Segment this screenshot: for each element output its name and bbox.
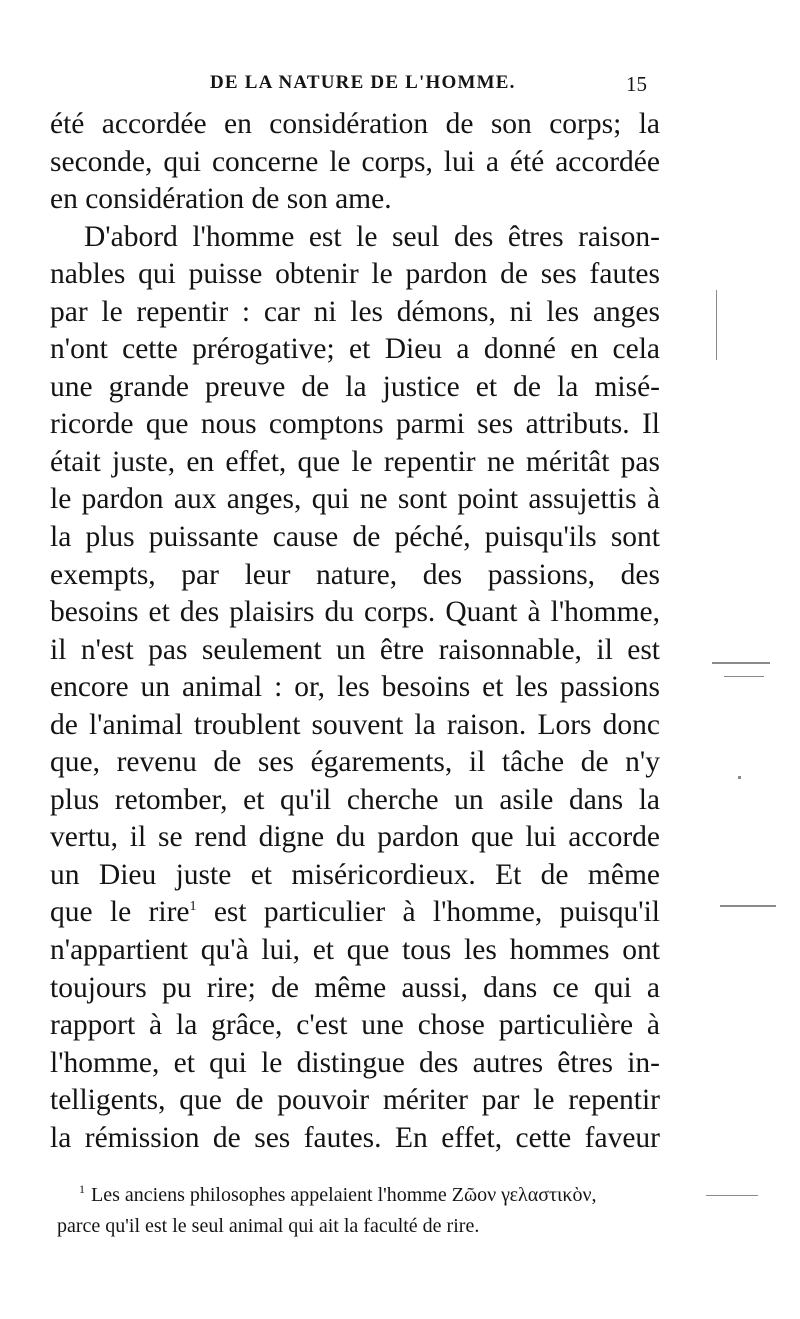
margin-pencil-mark	[738, 776, 741, 779]
text-line: que, revenu de ses égarements, il tâche de n'y	[50, 746, 660, 779]
line-text-after-note: est particulier à l'homme, puisqu'il	[196, 896, 660, 929]
body-text	[50, 106, 660, 1157]
margin-pencil-mark	[712, 662, 770, 664]
line-text-before-note: que le rire	[50, 896, 190, 929]
text-line: telligents, que de pouvoir mériter par le repentir	[50, 1084, 660, 1117]
text-line: la rémission de ses fautes. En effet, cette faveur	[50, 1121, 660, 1154]
text-line: une grande preuve de la justice et de la misé-	[50, 370, 660, 403]
text-line: vertu, il se rend digne du pardon que lui accorde	[50, 821, 660, 854]
footnote	[57, 1180, 662, 1242]
margin-pencil-mark	[724, 676, 764, 677]
text-line: plus retomber, et qu'il cherche un asile dans la	[50, 783, 660, 816]
text-line: la plus puissante cause de péché, puisqu'ils sont	[50, 521, 660, 554]
text-line: il n'est pas seulement un être raisonnable, il est	[50, 633, 660, 666]
margin-pencil-mark	[706, 1195, 758, 1196]
text-line: seconde, qui concerne le corps, lui a été accordée	[50, 145, 660, 178]
footnote-line	[57, 1180, 662, 1211]
footnote-text: Les anciens philosophes appelaient l'homme Ζῶον γελαστικὸν,	[91, 1184, 597, 1206]
footnote-line: parce qu'il est le seul animal qui ait la faculté de rire.	[57, 1215, 480, 1237]
text-line: en considération de son ame.	[50, 183, 392, 216]
margin-pencil-mark	[716, 290, 717, 360]
text-line: de l'animal troublent souvent la raison. Lors donc	[50, 708, 660, 741]
running-title: DE LA NATURE DE L'HOMME.	[210, 72, 516, 93]
text-line: été accordée en considération de son corps; la	[50, 108, 660, 140]
running-head	[0, 72, 800, 102]
text-line: un Dieu juste et miséricordieux. Et de même	[50, 858, 660, 891]
text-line: n'appartient qu'à lui, et que tous les hommes ont	[50, 934, 660, 967]
paragraph-start-line: D'abord l'homme est le seul des êtres raison-	[84, 220, 660, 253]
text-line: par le repentir : car ni les démons, ni les anges	[50, 295, 660, 328]
footnote-mark: 1	[79, 1182, 85, 1196]
text-line: le pardon aux anges, qui ne sont point assujettis à	[50, 483, 660, 516]
text-line: exempts, par leur nature, des passions, des	[50, 558, 660, 591]
text-line: encore un animal : or, les besoins et les passions	[50, 671, 660, 704]
text-line: toujours pu rire; de même aussi, dans ce qui a	[50, 971, 660, 1004]
page-number: 15	[626, 72, 647, 96]
text-line: était juste, en effet, que le repentir ne méritât pas	[50, 445, 660, 478]
margin-pencil-mark	[720, 905, 776, 907]
footnote-reference: 1	[189, 899, 197, 915]
text-line: besoins et des plaisirs du corps. Quant à l'homme,	[50, 596, 660, 629]
text-line: l'homme, et qui le distingue des autres êtres in-	[50, 1046, 660, 1079]
text-line: ricorde que nous comptons parmi ses attributs. Il	[50, 408, 660, 441]
text-line: rapport à la grâce, c'est une chose particulière à	[50, 1009, 660, 1042]
text-line: nables qui puisse obtenir le pardon de ses fautes	[50, 258, 660, 291]
text-line-with-note	[50, 894, 660, 932]
text-line: n'ont cette prérogative; et Dieu a donné en cela	[50, 333, 660, 366]
